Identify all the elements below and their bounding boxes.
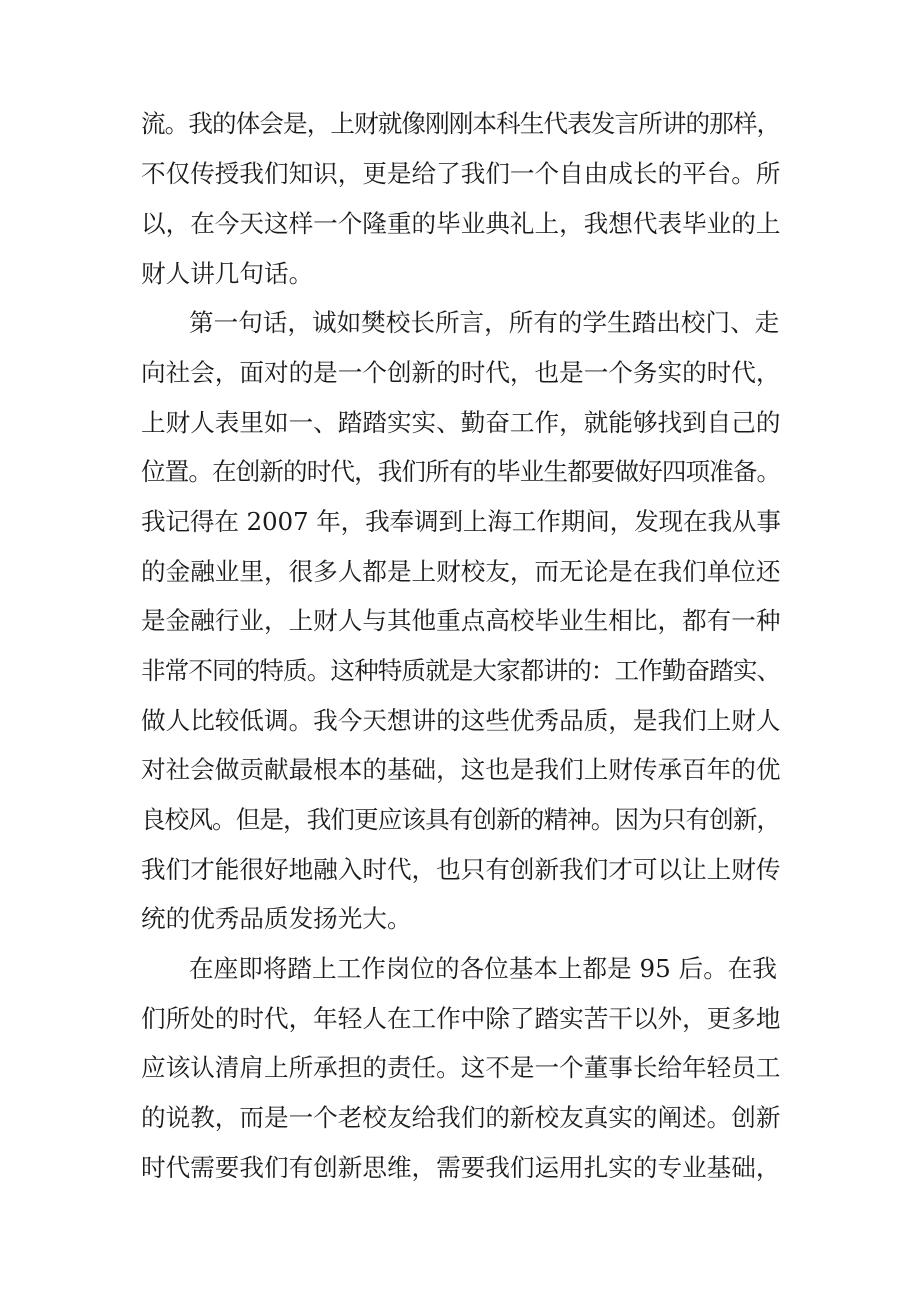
- text-line: 是金融行业，上财人与其他重点高校毕业生相比，都有一种: [141, 606, 781, 635]
- text-line: 们所处的时代，年轻人在工作中除了踏实苦干以外，更多地: [141, 1004, 781, 1033]
- text-line: 上财人表里如一、踏踏实实、勤奋工作，就能够找到自己的: [141, 408, 781, 437]
- text-line: 我们才能很好地融入时代，也只有创新我们才可以让上财传: [141, 855, 781, 884]
- text-line: 统的优秀品质发扬光大。: [141, 904, 412, 933]
- text-line: 财人讲几句话。: [141, 259, 314, 288]
- text-line: 向社会，面对的是一个创新的时代，也是一个务实的时代，: [141, 358, 781, 387]
- text-line: 良校风。但是，我们更应该具有创新的精神。因为只有创新，: [141, 805, 781, 834]
- text-line: 的说教，而是一个老校友给我们的新校友真实的阐述。创新: [141, 1103, 781, 1132]
- text-line: 做人比较低调。我今天想讲的这些优秀品质，是我们上财人: [141, 706, 781, 735]
- text-line: 不仅传授我们知识，更是给了我们一个自由成长的平台。所: [141, 159, 781, 188]
- text-line: 的金融业里，很多人都是上财校友，而无论是在我们单位还: [141, 557, 781, 586]
- text-line: 我记得在 2007 年，我奉调到上海工作期间，发现在我从事: [141, 507, 781, 536]
- text-line: 第一句话，诚如樊校长所言，所有的学生踏出校门、走: [189, 308, 780, 337]
- text-line: 对社会做贡献最根本的基础，这也是我们上财传承百年的优: [141, 755, 781, 784]
- text-line: 时代需要我们有创新思维，需要我们运用扎实的专业基础，: [141, 1153, 781, 1182]
- text-line: 在座即将踏上工作岗位的各位基本上都是 95 后。在我: [189, 954, 777, 983]
- text-line: 流。我的体会是，上财就像刚刚本科生代表发言所讲的那样，: [141, 109, 781, 138]
- text-line: 位置。在创新的时代，我们所有的毕业生都要做好四项准备。: [141, 457, 781, 486]
- text-line: 以，在今天这样一个隆重的毕业典礼上，我想代表毕业的上: [141, 209, 781, 238]
- text-line: 应该认清肩上所承担的责任。这不是一个董事长给年轻员工: [141, 1053, 781, 1082]
- text-line: 非常不同的特质。这种特质就是大家都讲的：工作勤奋踏实、: [141, 656, 781, 685]
